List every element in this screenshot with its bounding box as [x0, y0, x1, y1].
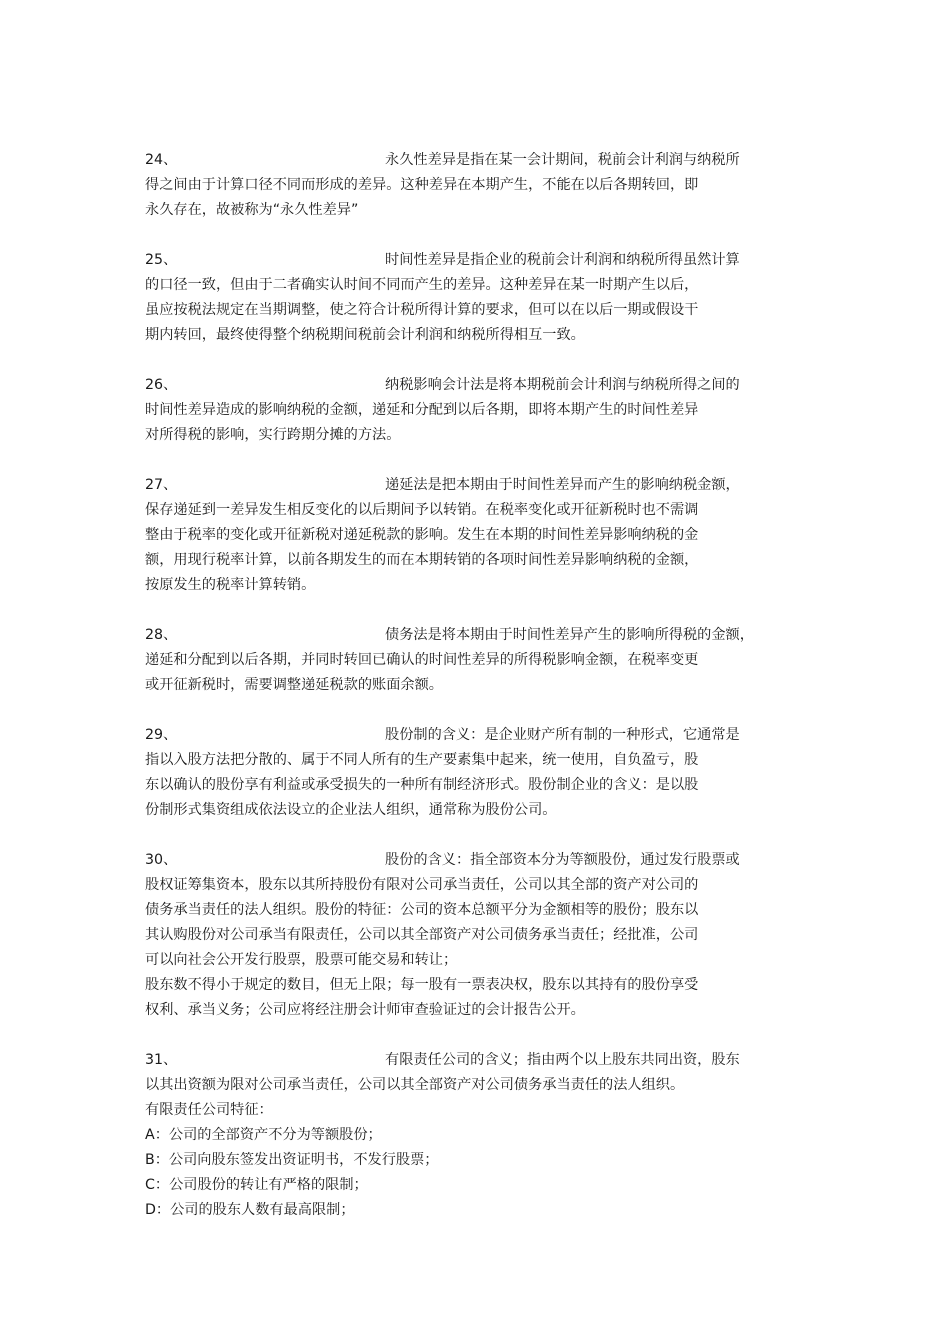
entry-number: 26、 — [145, 377, 178, 393]
entry-line: 债务承当责任的法人组织。股份的特征：公司的资本总额平分为金额相等的股份；股东以 — [145, 902, 699, 918]
entry-line: 可以向社会公开发行股票，股票可能交易和转让； — [145, 952, 458, 968]
entry-first-line — [145, 373, 817, 398]
entry-line: 的口径一致，但由于二者确实认时间不同而产生的差异。这种差异在某一时期产生以后， — [145, 277, 699, 293]
entry-text: 永久性差异是指在某一会计期间，税前会计利润与纳税所 — [385, 152, 740, 168]
entry-number: 27、 — [145, 477, 178, 493]
entry-line: 对所得税的影响，实行跨期分摊的方法。 — [145, 427, 401, 443]
entry-line: 期内转回，最终使得整个纳税期间税前会计利润和纳税所得相互一致。 — [145, 327, 585, 343]
list-item-c: C：公司股份的转让有严格的限制； — [145, 1177, 368, 1193]
entry-line: 份制形式集资组成依法设立的企业法人组织，通常称为股份公司。 — [145, 802, 557, 818]
entry-line: 或开征新税时，需要调整递延税款的账面余额。 — [145, 677, 443, 693]
list-item-d: D：公司的股东人数有最高限制； — [145, 1202, 355, 1218]
list-item-a: A：公司的全部资产不分为等额股份； — [145, 1127, 382, 1143]
entry-first-line — [145, 148, 817, 173]
entry-text: 递延法是把本期由于时间性差异而产生的影响纳税金额， — [385, 477, 740, 493]
entry-line: 永久存在，故被称为“永久性差异” — [145, 202, 359, 218]
document-page — [145, 148, 817, 1248]
entry-line: 虽应按税法规定在当期调整，使之符合计税所得计算的要求，但可以在以后一期或假设干 — [145, 302, 699, 318]
entry-line: 以其出资额为限对公司承当责任，公司以其全部资产对公司债务承当责任的法人组织。 — [145, 1077, 685, 1093]
entry-26 — [145, 373, 817, 448]
entry-first-line — [145, 848, 817, 873]
entry-text: 有限责任公司的含义；指由两个以上股东共同出资，股东 — [385, 1052, 740, 1068]
entry-number: 29、 — [145, 727, 178, 743]
entry-28 — [145, 623, 817, 698]
entry-line: 权利、承当义务；公司应将经注册会计师审查验证过的会计报告公开。 — [145, 1002, 585, 1018]
entry-line: 东以确认的股份享有利益或承受损失的一种所有制经济形式。股份制企业的含义：是以股 — [145, 777, 699, 793]
entry-number: 24、 — [145, 152, 178, 168]
entry-first-line — [145, 473, 817, 498]
entry-29 — [145, 723, 817, 823]
entry-27 — [145, 473, 817, 598]
entry-first-line — [145, 723, 817, 748]
entry-number: 25、 — [145, 252, 178, 268]
entry-24 — [145, 148, 817, 223]
entry-text: 债务法是将本期由于时间性差异产生的影响所得税的金额， — [385, 627, 754, 643]
entry-25 — [145, 248, 817, 348]
entry-line: 额，用现行税率计算，以前各期发生的而在本期转销的各项时间性差异影响纳税的金额， — [145, 552, 699, 568]
entry-text: 时间性差异是指企业的税前会计利润和纳税所得虽然计算 — [385, 252, 740, 268]
entry-first-line — [145, 623, 817, 648]
entry-number: 28、 — [145, 627, 178, 643]
entry-line: 得之间由于计算口径不同而形成的差异。这种差异在本期产生，不能在以后各期转回，即 — [145, 177, 699, 193]
entry-line: 时间性差异造成的影响纳税的金额，递延和分配到以后各期，即将本期产生的时间性差异 — [145, 402, 699, 418]
entry-line: 指以入股方法把分散的、属于不同人所有的生产要素集中起来，统一使用，自负盈亏，股 — [145, 752, 699, 768]
entry-text: 股份制的含义：是企业财产所有制的一种形式，它通常是 — [385, 727, 740, 743]
entry-line: 其认购股份对公司承当有限责任，公司以其全部资产对公司债务承当责任；经批准，公司 — [145, 927, 699, 943]
entry-line: 递延和分配到以后各期，并同时转回已确认的时间性差异的所得税影响金额，在税率变更 — [145, 652, 699, 668]
entry-line: 股权证筹集资本，股东以其所持股份有限对公司承当责任，公司以其全部的资产对公司的 — [145, 877, 699, 893]
list-item-b: B：公司向股东签发出资证明书，不发行股票； — [145, 1152, 439, 1168]
entry-line: 整由于税率的变化或开征新税对递延税款的影响。发生在本期的时间性差异影响纳税的金 — [145, 527, 699, 543]
entry-number: 30、 — [145, 852, 178, 868]
entry-first-line — [145, 1048, 817, 1073]
entry-line: 股东数不得小于规定的数目，但无上限；每一股有一票表决权，股东以其持有的股份享受 — [145, 977, 699, 993]
entry-number: 31、 — [145, 1052, 178, 1068]
entry-line: 有限责任公司特征： — [145, 1102, 273, 1118]
entry-text: 纳税影响会计法是将本期税前会计利润与纳税所得之间的 — [385, 377, 740, 393]
entry-text: 股份的含义：指全部资本分为等额股份，通过发行股票或 — [385, 852, 740, 868]
entry-line: 按原发生的税率计算转销。 — [145, 577, 316, 593]
entry-30 — [145, 848, 817, 1023]
entry-31 — [145, 1048, 817, 1223]
entry-first-line — [145, 248, 817, 273]
entry-line: 保存递延到一差异发生相反变化的以后期间予以转销。在税率变化或开征新税时也不需调 — [145, 502, 699, 518]
